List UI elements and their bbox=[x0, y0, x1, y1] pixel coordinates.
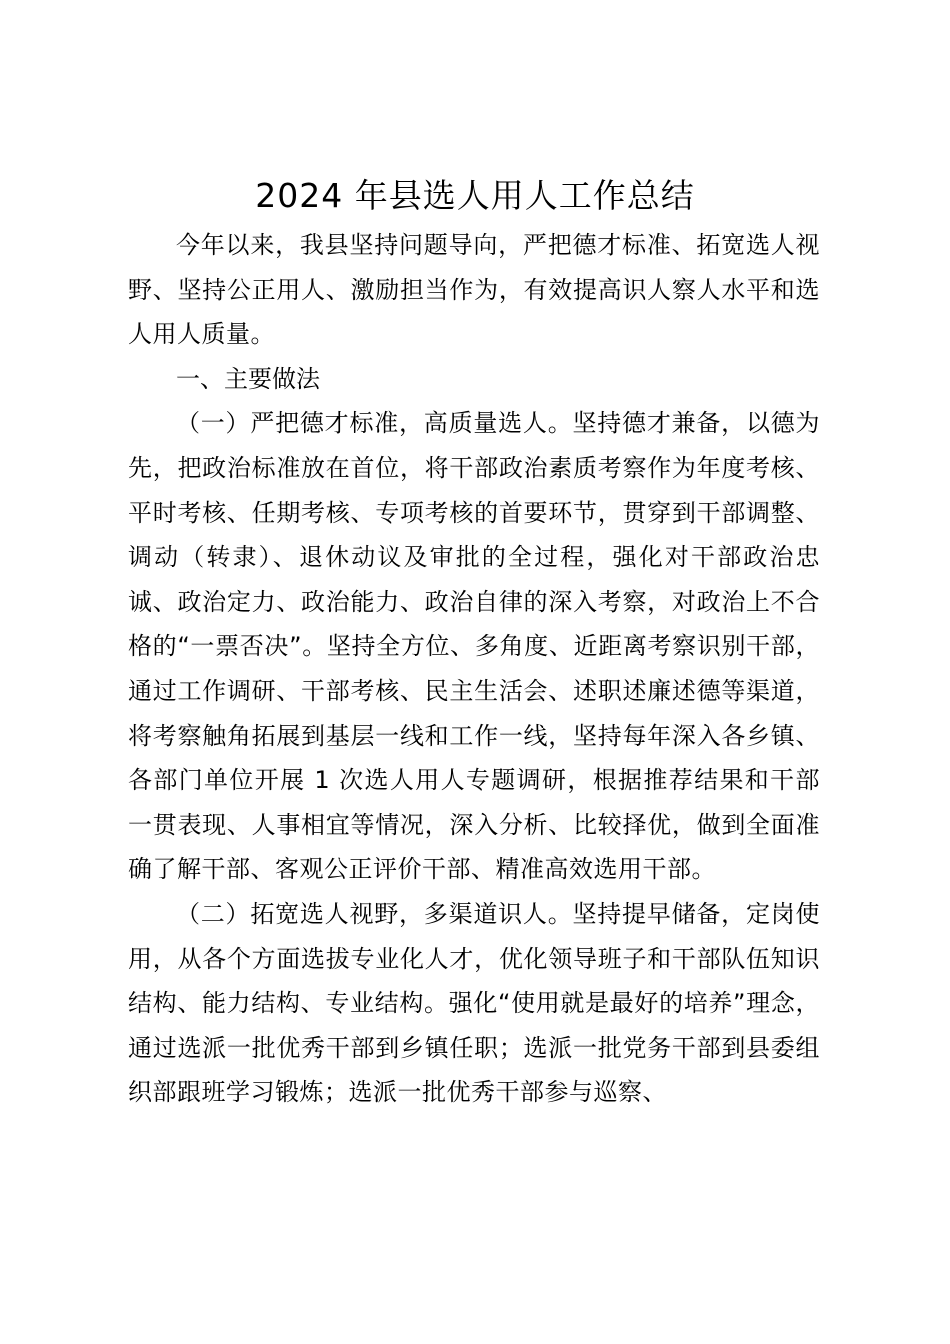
paragraph-2: （二）拓宽选人视野，多渠道识人。坚持提早储备，定岗使用，从各个方面选拔专业化人才，优化领导班子和干部队伍知识结构、能力结构、专业结构。强化“使用就是最好的培养”理念，通过选派一批优秀干部到乡镇任职；选派一批党务干部到县委组织部跟班学习锻炼；选派一批优秀干部参与巡察、 bbox=[128, 899, 820, 1107]
intro-paragraph: 今年以来，我县坚持问题导向，严把德才标准、拓宽选人视野、坚持公正用人、激励担当作为，有效提高识人察人水平和选人用人质量。 bbox=[128, 231, 820, 349]
document-body bbox=[128, 223, 820, 1115]
section-heading: 一、主要做法 bbox=[176, 364, 320, 393]
paragraph-1: （一）严把德才标准，高质量选人。坚持德才兼备，以德为先，把政治标准放在首位，将干部政治素质考察作为年度考核、平时考核、任期考核、专项考核的首要环节，贯穿到干部调整、调动（转隶）、退休动议及审批的全过程，强化对干部政治忠诚、政治定力、政治能力、政治自律的深入考察，对政治上不合格的“一票否决”。坚持全方位、多角度、近距离考察识别干部，通过工作调研、干部考核、民主生活会、述职述廉述德等渠道，将考察触角拓展到基层一线和工作一线，坚持每年深入各乡镇、各部门单位开展 1 次选人用人专题调研，根据推荐结果和干部一贯表现、人事相宜等情况，深入分析、比较择优，做到全面准确了解干部、客观公正评价干部、精准高效选用干部。 bbox=[128, 409, 820, 884]
document-title: 2024 年县选人用人工作总结 bbox=[255, 176, 695, 215]
